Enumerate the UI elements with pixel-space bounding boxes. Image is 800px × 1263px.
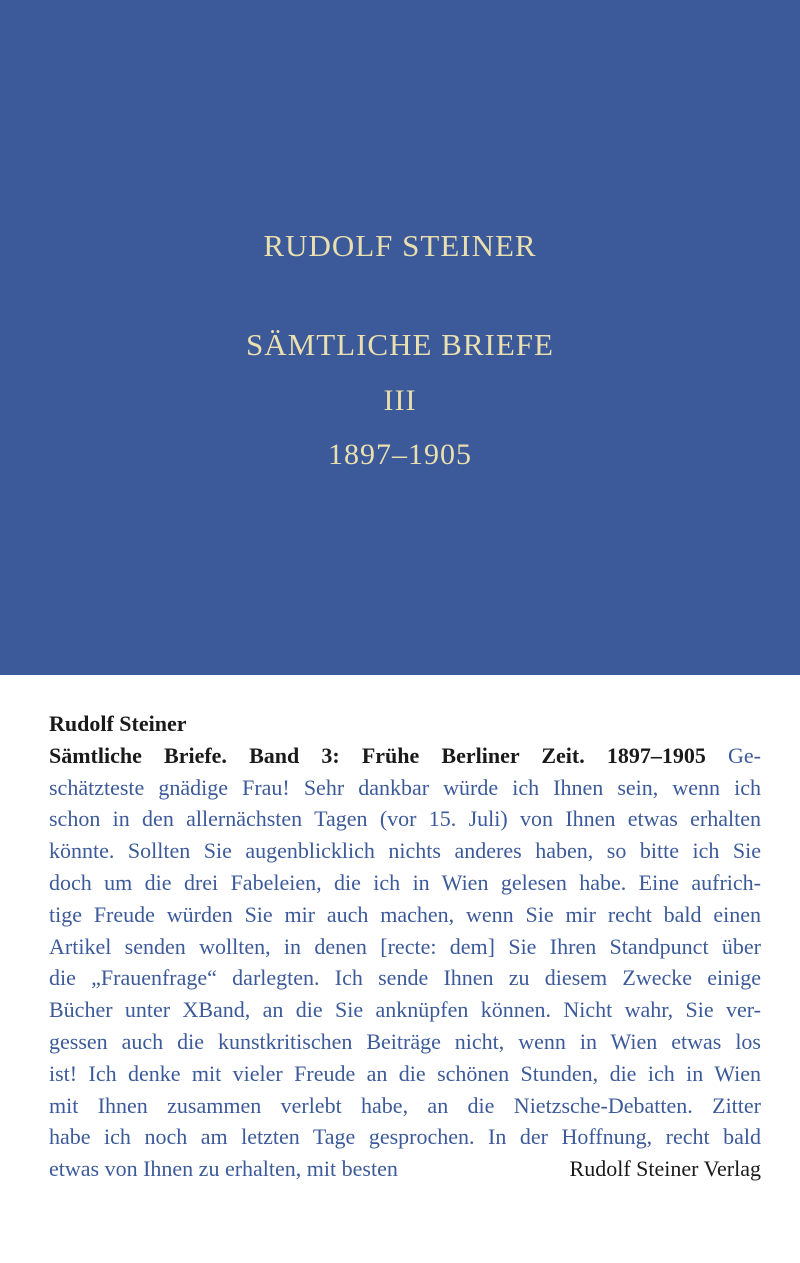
excerpt-line: etwas von Ihnen zu erhalten, mit besten: [49, 1156, 398, 1182]
cover-title: SÄMTLICHE BRIEFE: [246, 327, 554, 362]
excerpt-line: Artikel senden wollten, in denen [recte: dem] Sie Ihren Standpunct über: [49, 933, 761, 959]
back-author: Rudolf Steiner: [49, 711, 187, 736]
excerpt-line: doch um die drei Fabeleien, die ich in Wien gelesen habe. Eine aufrich-: [49, 869, 761, 895]
excerpt-line: tige Freude würden Sie mir auch machen, wenn Sie mir recht bald einen: [49, 901, 761, 927]
excerpt-line: schon in den allernächsten Tagen (vor 15. Juli) von Ihnen etwas erhalten: [49, 806, 761, 832]
back-subtitle: Sämtliche Briefe. Band 3: Frühe Berliner Zeit. 1897–1905: [49, 742, 706, 768]
excerpt-line: könnte. Sollten Sie augenblicklich nichts anderes haben, so bitte ich Sie: [49, 838, 761, 864]
excerpt-line: Bücher unter XBand, an die Sie anknüpfen können. Nicht wahr, Sie ver-: [49, 997, 761, 1023]
publisher-name: Rudolf Steiner Verlag: [569, 1156, 761, 1182]
cover-volume: III: [383, 384, 417, 417]
excerpt-line: die „Frauenfrage“ darlegten. Ich sende Ihnen zu diesem Zwecke einige: [49, 965, 761, 991]
excerpt-line: schätzteste gnädige Frau! Sehr dankbar würde ich Ihnen sein, wenn ich: [49, 774, 761, 800]
excerpt-line: gessen auch die kunstkritischen Beiträge nicht, wenn in Wien etwas los: [49, 1028, 761, 1054]
cover-author: RUDOLF STEINER: [263, 228, 537, 263]
back-text-block: [49, 708, 761, 1185]
cover-years: 1897–1905: [328, 438, 472, 471]
excerpt-line: mit Ihnen zusammen verlebt habe, an die Nietzsche-Debatten. Zitter: [49, 1092, 761, 1118]
excerpt-line: ist! Ich denke mit vieler Freude an die schönen Stunden, die ich in Wien: [49, 1060, 761, 1086]
excerpt-line: Ge-: [728, 742, 761, 768]
excerpt-line: habe ich noch am letzten Tage gesprochen. In der Hoffnung, recht bald: [49, 1124, 761, 1150]
